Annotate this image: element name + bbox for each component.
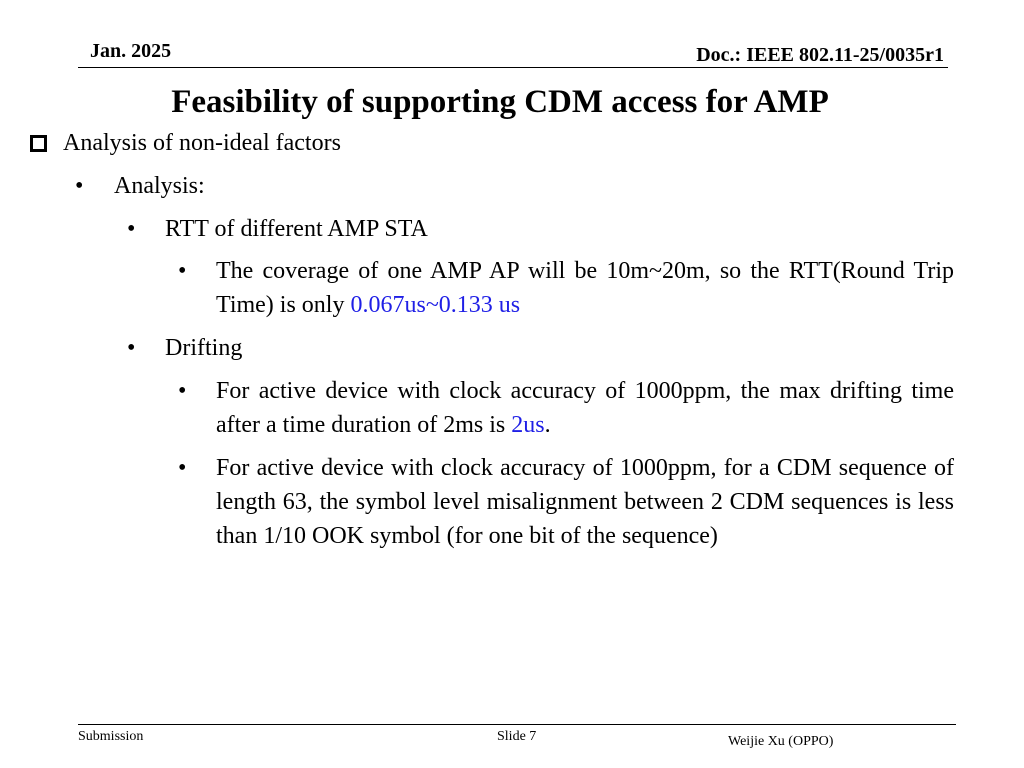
- footer-rule: [78, 724, 956, 725]
- bullet-icon: •: [178, 455, 187, 481]
- bullet-icon: •: [127, 335, 136, 361]
- bullet-icon: •: [75, 173, 84, 199]
- bullet-icon: •: [178, 378, 187, 404]
- drifting-heading: Drifting: [165, 335, 243, 361]
- rtt-heading: RTT of different AMP STA: [165, 216, 428, 242]
- bullet-icon: •: [178, 258, 187, 284]
- level2-heading: Analysis:: [114, 173, 205, 199]
- level1-heading: Analysis of non-ideal factors: [63, 130, 341, 156]
- header-doc-id: Doc.: IEEE 802.11-25/0035r1: [696, 44, 944, 66]
- rtt-detail: [216, 254, 954, 322]
- header-date: Jan. 2025: [90, 40, 172, 62]
- slide-title: Feasibility of supporting CDM access for AMP: [171, 84, 829, 120]
- drifting-item-1-end: .: [544, 412, 551, 438]
- drifting-value-highlight: 2us: [511, 412, 545, 438]
- checkbox-bullet-icon: [30, 135, 47, 152]
- drifting-item-1: [216, 374, 954, 442]
- drifting-item-2: For active device with clock accuracy of 1000ppm, for a CDM sequence of length 63, the symbol level misalignment between 2 CDM sequences is less than 1/10 OOK symbol (for one bit of the sequence): [216, 455, 954, 549]
- header-rule: [78, 67, 948, 68]
- bullet-icon: •: [127, 216, 136, 242]
- drifting-item-1-text: For active device with clock accuracy of 1000ppm, the max drifting time after a time duration of 2ms is: [216, 378, 954, 438]
- rtt-value-highlight: 0.067us~0.133 us: [350, 292, 521, 318]
- footer-author: Weijie Xu (OPPO): [728, 734, 834, 749]
- footer-slide-number: Slide 7: [497, 729, 537, 744]
- footer-submission: Submission: [78, 729, 144, 744]
- rtt-detail-text: The coverage of one AMP AP will be 10m~20m, so the RTT(Round Trip Time) is only: [216, 258, 954, 318]
